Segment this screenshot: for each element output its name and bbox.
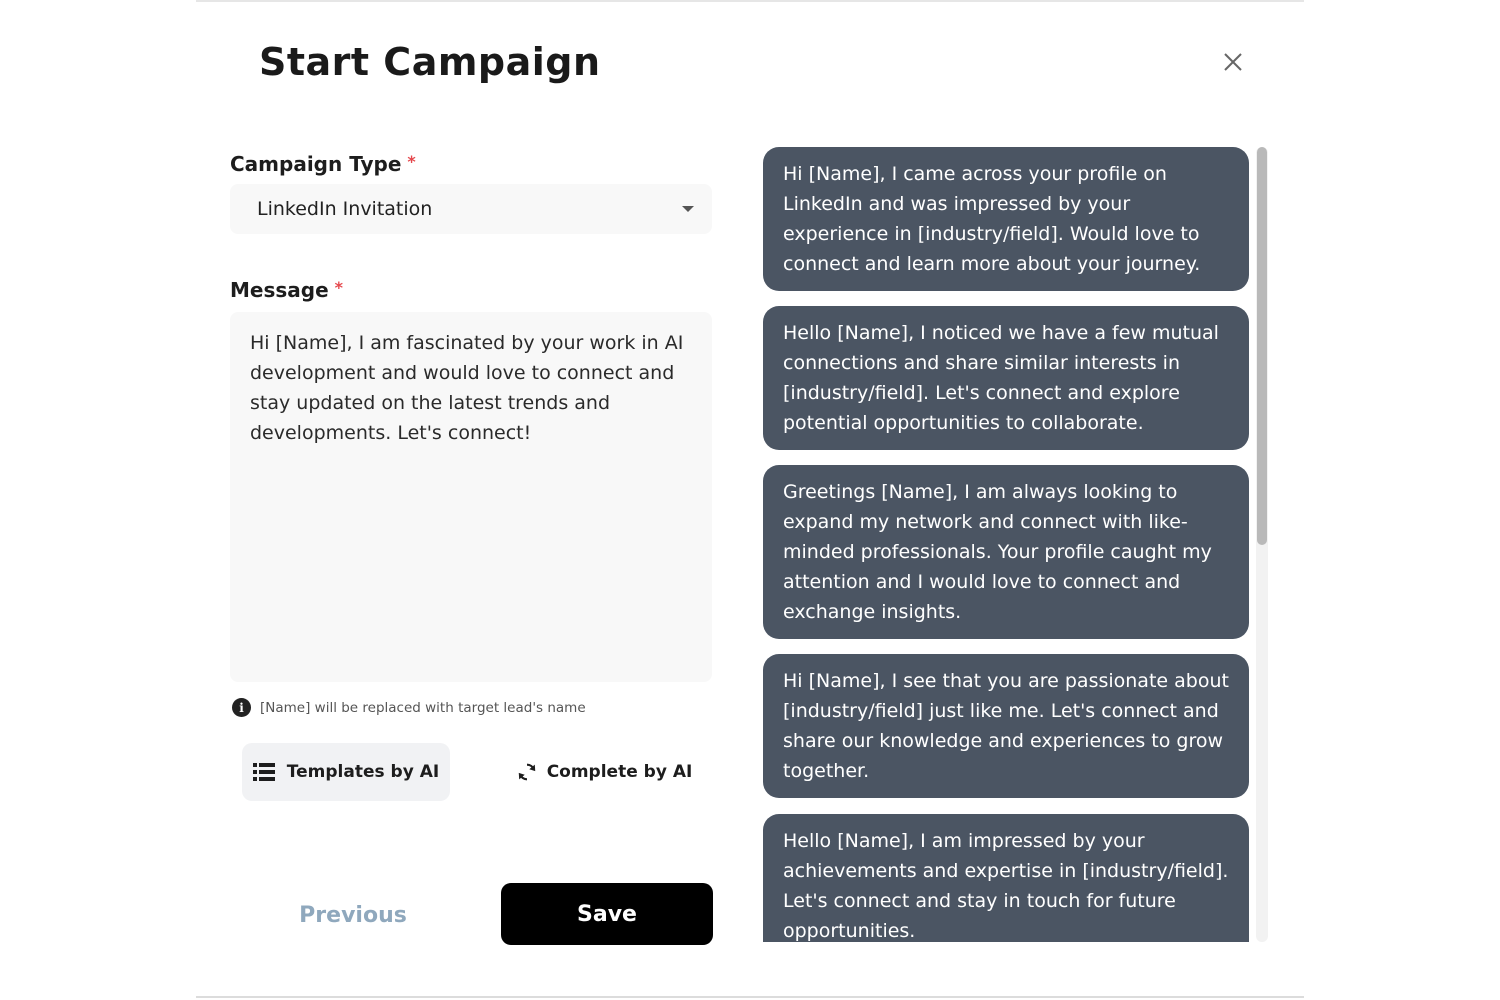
templates-by-ai-button[interactable] bbox=[242, 743, 450, 801]
required-mark: * bbox=[334, 278, 344, 297]
complete-by-ai-button[interactable] bbox=[514, 743, 694, 801]
message-textarea[interactable]: Hi [Name], I am fascinated by your work in AI development and would love to connect and stay updated on the latest trends and developments. Let's connect! bbox=[230, 312, 712, 682]
templates-by-ai-label: Templates by AI bbox=[286, 762, 440, 782]
ai-templates-list bbox=[763, 147, 1249, 942]
info-icon: i bbox=[232, 698, 251, 717]
template-card[interactable]: Hello [Name], I am impressed by your achievements and expertise in [industry/field]. Let's connect and stay in touch for future opportunities. bbox=[763, 814, 1249, 942]
save-button[interactable]: Save bbox=[501, 883, 713, 945]
campaign-type-value: LinkedIn Invitation bbox=[257, 198, 433, 220]
template-card[interactable]: Greetings [Name], I am always looking to expand my network and connect with like-minded professionals. Your profile caught my attention and I would love to connect and exchange insights. bbox=[763, 465, 1249, 639]
message-label-text: Message bbox=[230, 278, 329, 302]
required-mark: * bbox=[407, 152, 416, 171]
hint-text: [Name] will be replaced with target lead's name bbox=[260, 699, 586, 716]
name-placeholder-hint bbox=[232, 698, 586, 717]
template-card[interactable]: Hi [Name], I came across your profile on LinkedIn and was impressed by your experience in [industry/field]. Would love to connect and learn more about your journey. bbox=[763, 147, 1249, 291]
message-label bbox=[230, 278, 343, 302]
close-icon bbox=[1222, 51, 1244, 73]
dialog-title: Start Campaign bbox=[259, 40, 601, 84]
campaign-type-select[interactable] bbox=[230, 184, 712, 234]
refresh-icon bbox=[516, 761, 538, 783]
templates-scrollbar-thumb[interactable] bbox=[1257, 147, 1267, 545]
close-button[interactable] bbox=[1218, 47, 1248, 77]
list-icon bbox=[253, 763, 275, 781]
start-campaign-dialog bbox=[196, 0, 1304, 998]
caret-down-icon bbox=[682, 206, 694, 212]
template-card[interactable]: Hello [Name], I noticed we have a few mutual connections and share similar interests in [industry/field]. Let's connect and explore potential opportunities to collaborate. bbox=[763, 306, 1249, 450]
complete-by-ai-label: Complete by AI bbox=[546, 762, 693, 782]
template-card[interactable]: Hi [Name], I see that you are passionate about [industry/field] just like me. Let's connect and share our knowledge and experiences to grow together. bbox=[763, 654, 1249, 798]
campaign-type-label bbox=[230, 152, 416, 176]
previous-button[interactable]: Previous bbox=[299, 902, 407, 928]
campaign-type-label-text: Campaign Type bbox=[230, 152, 402, 176]
